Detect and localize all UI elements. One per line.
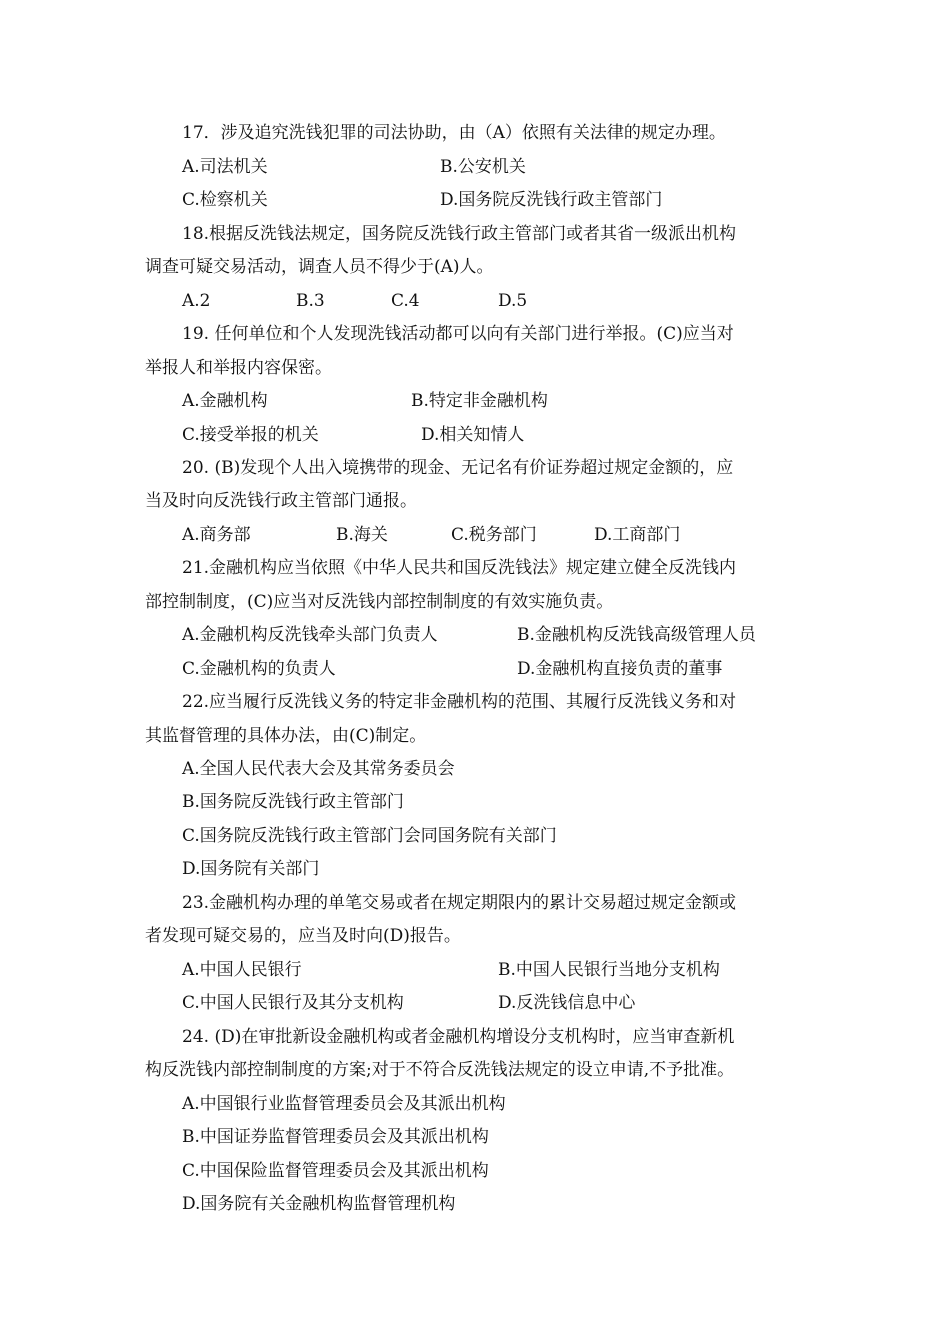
question-20-line-2: 当及时向反洗钱行政主管部门通报。 [145, 491, 417, 511]
question-24-line-2: 构反洗钱内部控制制度的方案;对于不符合反洗钱法规定的设立申请,不予批准。 [145, 1060, 735, 1080]
q17-option-b: B.公安机关 [440, 157, 526, 177]
question-24-line-1: 24. (D)在审批新设金融机构或者金融机构增设分支机构时，应当审查新机 [182, 1027, 735, 1047]
q22-option-c: C.国务院反洗钱行政主管部门会同国务院有关部门 [182, 826, 557, 846]
q22-option-a: A.全国人民代表大会及其常务委员会 [182, 759, 455, 779]
question-23-line-1: 23.金融机构办理的单笔交易或者在规定期限内的累计交易超过规定金额或 [182, 893, 737, 913]
q24-option-d: D.国务院有关金融机构监督管理机构 [182, 1194, 456, 1214]
q18-option-c: C.4 [391, 291, 420, 311]
q19-option-a: A.金融机构 [182, 391, 268, 411]
q21-option-d: D.金融机构直接负责的董事 [517, 659, 723, 679]
q21-option-c: C.金融机构的负责人 [182, 659, 336, 679]
q22-option-d: D.国务院有关部门 [182, 859, 320, 879]
q17-option-a: A.司法机关 [182, 157, 268, 177]
question-21-line-1: 21.金融机构应当依照《中华人民共和国反洗钱法》规定建立健全反洗钱内 [182, 558, 737, 578]
question-19-line-2: 举报人和举报内容保密。 [145, 358, 332, 378]
q23-option-d: D.反洗钱信息中心 [498, 993, 636, 1013]
q20-option-c: C.税务部门 [451, 525, 537, 545]
q20-option-b: B.海关 [336, 525, 388, 545]
q21-option-b: B.金融机构反洗钱高级管理人员 [517, 625, 756, 645]
q23-option-c: C.中国人民银行及其分支机构 [182, 993, 404, 1013]
q23-option-b: B.中国人民银行当地分支机构 [498, 960, 720, 980]
q18-option-b: B.3 [296, 291, 325, 311]
q19-option-c: C.接受举报的机关 [182, 425, 319, 445]
q19-option-b: B.特定非金融机构 [411, 391, 548, 411]
q17-option-c: C.检察机关 [182, 190, 268, 210]
question-21-line-2: 部控制制度，(C)应当对反洗钱内部控制制度的有效实施负责。 [145, 592, 614, 612]
question-20-line-1: 20. (B)发现个人出入境携带的现金、无记名有价证券超过规定金额的，应 [182, 458, 734, 478]
q18-option-a: A.2 [182, 291, 211, 311]
question-17-line-1: 17．涉及追究洗钱犯罪的司法协助，由（A）依照有关法律的规定办理。 [182, 123, 726, 143]
question-19-line-1: 19. 任何单位和个人发现洗钱活动都可以向有关部门进行举报。(C)应当对 [182, 324, 734, 344]
q24-option-a: A.中国银行业监督管理委员会及其派出机构 [182, 1094, 506, 1114]
q18-option-d: D.5 [498, 291, 528, 311]
q20-option-d: D.工商部门 [594, 525, 681, 545]
question-18-line-2: 调查可疑交易活动，调查人员不得少于(A)人。 [145, 257, 494, 277]
q21-option-a: A.金融机构反洗钱牵头部门负责人 [182, 625, 438, 645]
q23-option-a: A.中国人民银行 [182, 960, 302, 980]
q17-option-d: D.国务院反洗钱行政主管部门 [440, 190, 663, 210]
q22-option-b: B.国务院反洗钱行政主管部门 [182, 792, 404, 812]
question-18-line-1: 18.根据反洗钱法规定，国务院反洗钱行政主管部门或者其省一级派出机构 [182, 224, 737, 244]
question-22-line-2: 其监督管理的具体办法，由(C)制定。 [145, 726, 427, 746]
q19-option-d: D.相关知情人 [421, 425, 525, 445]
q20-option-a: A.商务部 [182, 525, 251, 545]
question-22-line-1: 22.应当履行反洗钱义务的特定非金融机构的范围、其履行反洗钱义务和对 [182, 692, 737, 712]
q24-option-c: C.中国保险监督管理委员会及其派出机构 [182, 1161, 489, 1181]
q24-option-b: B.中国证券监督管理委员会及其派出机构 [182, 1127, 489, 1147]
question-23-line-2: 者发现可疑交易的，应当及时向(D)报告。 [145, 926, 461, 946]
